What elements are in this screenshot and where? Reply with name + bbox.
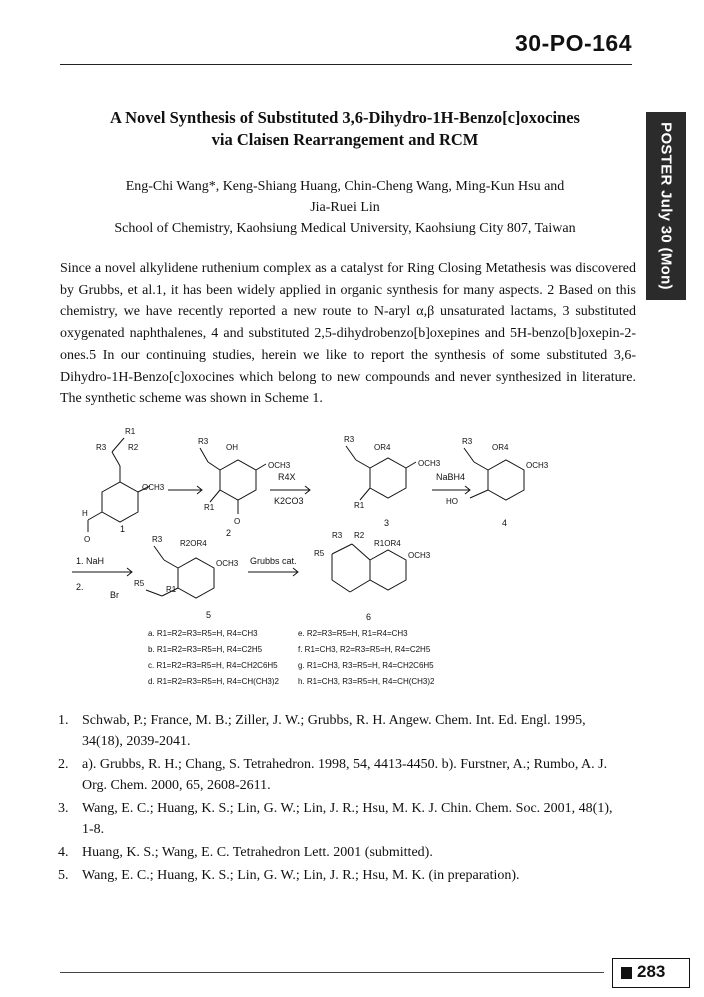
side-tab-label: POSTER July 30 (Mon)	[657, 122, 675, 290]
reagent-k2co3: K2CO3	[274, 496, 304, 506]
authors-line-2: Jia-Ruei Lin	[310, 200, 380, 215]
svg-text:OCH3: OCH3	[526, 461, 549, 470]
poster-code: 30-PO-164	[514, 30, 632, 56]
substituent-d: d. R1=R2=R3=R5=H, R4=CH(CH3)2	[148, 677, 279, 686]
authors-line-1: Eng-Chi Wang*, Keng-Shiang Huang, Chin-Cheng Wang, Ming-Kun Hsu and	[125, 179, 565, 194]
reference-item: 4. Huang, K. S.; Wang, E. C. Tetrahedron Lett. 2001 (submitted).	[58, 845, 433, 860]
reagent-br: Br	[110, 590, 119, 600]
title-line-1: A Novel Synthesis of Substituted 3,6-Dihydro-1H-Benzo[c]oxocines	[110, 108, 580, 127]
label-h: H	[82, 509, 88, 518]
compound-1-ring	[102, 482, 138, 522]
label-och3: OCH3	[142, 483, 165, 492]
svg-text:OH: OH	[226, 443, 238, 452]
compound-label-2: 2	[226, 528, 232, 538]
reference-item: 3. Wang, E. C.; Huang, K. S.; Lin, G. W.; Lin, J. R.; Hsu, M. K. J. Chin. Chem. Soc. 2001, 48(1), 1-8.	[58, 801, 613, 837]
svg-text:R1: R1	[166, 585, 177, 594]
reference-item: 5. Wang, E. C.; Huang, K. S.; Lin, G. W.; Lin, J. R.; Hsu, M. K. (in preparation).	[58, 868, 520, 883]
reagent-step2: 2.	[76, 582, 84, 592]
abstract-paragraph: Since a novel alkylidene ruthenium complex as a catalyst for Ring Closing Metathesis was discovered by Grubbs, et al.1, it has been widely applied in organic synthesis for many aspects. 2 Based on this chemistry, we have recently reported a new route to N-aryl α,β unsaturated lactams, 3 substituted oxygenated naphthalenes, 4 and substituted 2,5-dihydrobenzo[b]oxepines and 5H-benzo[b]oxepin-2-ones.5 In our continuing studies, herein we like to report the synthesis of some substituted 3,6-Dihydro-1H-Benzo[c]oxocines which belong to new compounds and never synthesized in literature. The synthetic scheme was shown in Scheme 1.	[60, 261, 636, 407]
label-r1: R1	[125, 427, 136, 436]
reference-list	[58, 710, 618, 888]
reagent-nabh4: NaBH4	[436, 472, 466, 482]
label-r3: R3	[96, 443, 107, 452]
compound-4-ring	[488, 460, 524, 500]
svg-text:R5: R5	[314, 549, 325, 558]
svg-text:OR4: OR4	[374, 443, 391, 452]
svg-text:O: O	[234, 517, 241, 526]
compound-label-5: 5	[206, 610, 212, 620]
compound-label-1: 1	[120, 524, 126, 534]
affiliation: School of Chemistry, Kaohsiung Medical University, Kaohsiung City 807, Taiwan	[114, 221, 576, 236]
svg-text:OCH3: OCH3	[408, 551, 431, 560]
svg-text:OCH3: OCH3	[268, 461, 291, 470]
page-number-box	[612, 958, 690, 988]
substituent-g: g. R1=CH3, R3=R5=H, R4=CH2C6H5	[298, 661, 434, 670]
reaction-scheme	[70, 420, 610, 700]
header-rule	[60, 64, 632, 65]
reagent-grubbs: Grubbs cat.	[250, 556, 297, 566]
substituent-e: e. R2=R3=R5=H, R1=R4=CH3	[298, 629, 408, 638]
label-o: O	[84, 535, 91, 544]
svg-text:OCH3: OCH3	[216, 559, 239, 568]
reference-item: 2. a). Grubbs, R. H.; Chang, S. Tetrahedron. 1998, 54, 4413-4450. b). Furstner, A.; Rumbo, A. J. Org. Chem. 2000, 65, 2608-2611.	[58, 757, 608, 793]
svg-text:R3: R3	[462, 437, 473, 446]
svg-text:R3: R3	[332, 531, 343, 540]
substituent-c: c. R1=R2=R3=R5=H, R4=CH2C6H5	[148, 661, 278, 670]
svg-text:HO: HO	[446, 497, 458, 506]
compound-label-3: 3	[384, 518, 390, 528]
side-tab	[646, 112, 686, 300]
svg-text:R2: R2	[354, 531, 365, 540]
page-marker-icon	[621, 967, 632, 979]
svg-text:R3: R3	[198, 437, 209, 446]
compound-2-ring	[220, 460, 256, 500]
compound-5-ring	[178, 558, 214, 598]
footer-rule	[60, 972, 604, 973]
page-number: 283	[637, 962, 666, 981]
reagent-nah: 1. NaH	[76, 556, 105, 566]
svg-text:R3: R3	[344, 435, 355, 444]
substituent-f: f. R1=CH3, R2=R3=R5=H, R4=C2H5	[298, 645, 431, 654]
svg-text:R3: R3	[152, 535, 163, 544]
svg-text:R1OR4: R1OR4	[374, 539, 401, 548]
substituent-b: b. R1=R2=R3=R5=H, R4=C2H5	[148, 645, 263, 654]
svg-text:OR4: OR4	[492, 443, 509, 452]
compound-3-ring	[370, 458, 406, 498]
compound-label-4: 4	[502, 518, 508, 528]
svg-text:OCH3: OCH3	[418, 459, 441, 468]
title-line-2: via Claisen Rearrangement and RCM	[211, 130, 479, 149]
label-r2: R2	[128, 443, 139, 452]
reference-item: 1. Schwab, P.; France, M. B.; Ziller, J. W.; Grubbs, R. H. Angew. Chem. Int. Ed. Engl. 1995, 34(18), 2039-2041.	[58, 713, 586, 749]
svg-text:R1: R1	[354, 501, 365, 510]
substituent-a: a. R1=R2=R3=R5=H, R4=CH3	[148, 629, 258, 638]
svg-text:R1: R1	[204, 503, 215, 512]
substituent-h: h. R1=CH3, R3=R5=H, R4=CH(CH3)2	[298, 677, 435, 686]
compound-6-ring	[370, 550, 406, 590]
svg-text:R5: R5	[134, 579, 145, 588]
compound-label-6: 6	[366, 612, 372, 622]
svg-text:R2OR4: R2OR4	[180, 539, 207, 548]
reagent-r4x: R4X	[278, 472, 296, 482]
